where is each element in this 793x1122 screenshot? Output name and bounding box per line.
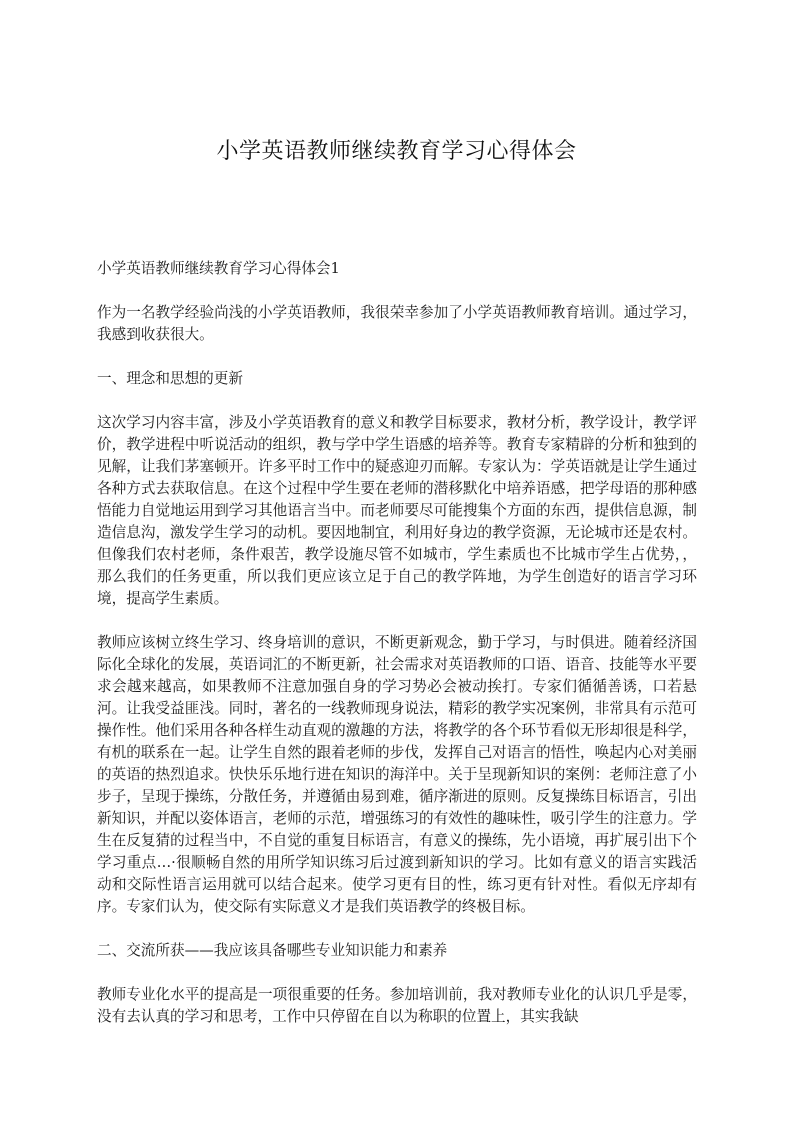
body-paragraph-1: 这次学习内容丰富，涉及小学英语教育的意义和教学目标要求，教材分析，教学设计，教学评价，教学进程中听说活动的组织，教与学中学生语感的培养等。教育专家精辟的分析和独到的见解，让我们茅塞顿开。许多平时工作中的疑惑迎刃而解。专家认为：学英语就是让学生通过各种方式去获取信息。在这个过程中学生要在老师的潜移默化中培养语感，把学母语的那种感悟能力自觉地运用到学习其他语言当中。而老师要尽可能搜集个方面的东西，提供信息源，制造信息沟，激发学生学习的动机。要因地制宜，利用好身边的教学资源，无论城市还是农村。但像我们农村老师，条件艰苦，教学设施尽管不如城市，学生素质也不比城市学生占优势，，那么我们的任务更重，所以我们更应该立足于自己的教学阵地，为学生创造好的语言学习环境，提高学生素质。 (97, 414, 697, 607)
intro-paragraph: 作为一名教学经验尚浅的小学英语教师，我很荣幸参加了小学英语教师教育培训。通过学习，我感到收获很大。 (97, 304, 697, 343)
document-title: 小学英语教师继续教育学习心得体会 (216, 139, 577, 164)
section-heading-2: 二、交流所获——我应该具备哪些专业知识能力和素养 (97, 942, 448, 959)
section-subtitle: 小学英语教师继续教育学习心得体会1 (97, 260, 340, 277)
body-paragraph-3: 教师专业化水平的提高是一项很重要的任务。参加培训前，我对教师专业化的认识几乎是零，没有去认真的学习和思考，工作中只停留在自以为称职的位置上，其实我缺 (97, 986, 697, 1025)
section-heading-1: 一、理念和思想的更新 (97, 370, 243, 387)
document-body (97, 258, 697, 1028)
body-paragraph-2: 教师应该树立终生学习、终身培训的意识，不断更新观念，勤于学习，与时俱进。随着经济国际化全球化的发展，英语词汇的不断更新，社会需求对英语教师的口语、语音、技能等水平要求会越来越高，如果教师不注意加强自身的学习势必会被动挨打。专家们循循善诱，口若悬河。让我受益匪浅。同时，著名的一线教师现身说法，精彩的教学实况案例，非常具有示范可操作性。他们采用各种各样生动直观的激趣的方法，将教学的各个环节看似无形却很是科学，有机的联系在一起。让学生自然的跟着老师的步伐，发挥自己对语言的悟性，唤起内心对美丽的英语的热烈追求。快快乐乐地行进在知识的海洋中。关于呈现新知识的案例：老师注意了小步子，呈现于操练，分散任务，并遵循由易到难，循序渐进的原则。反复操练目标语言，引出新知识，并配以姿体语言，老师的示范，增强练习的有效性的趣味性，吸引学生的注意力。学生在反复猜的过程当中，不自觉的重复目标语言，有意义的操练，先小语境，再扩展引出下个学习重点…·很顺畅自然的用所学知识练习后过渡到新知识的学习。比如有意义的语言实践活动和交际性语言运用就可以结合起来。使学习更有目的性，练习更有针对性。看似无序却有序。专家们认为，使交际有实际意义才是我们英语教学的终极目标。 (97, 634, 697, 915)
